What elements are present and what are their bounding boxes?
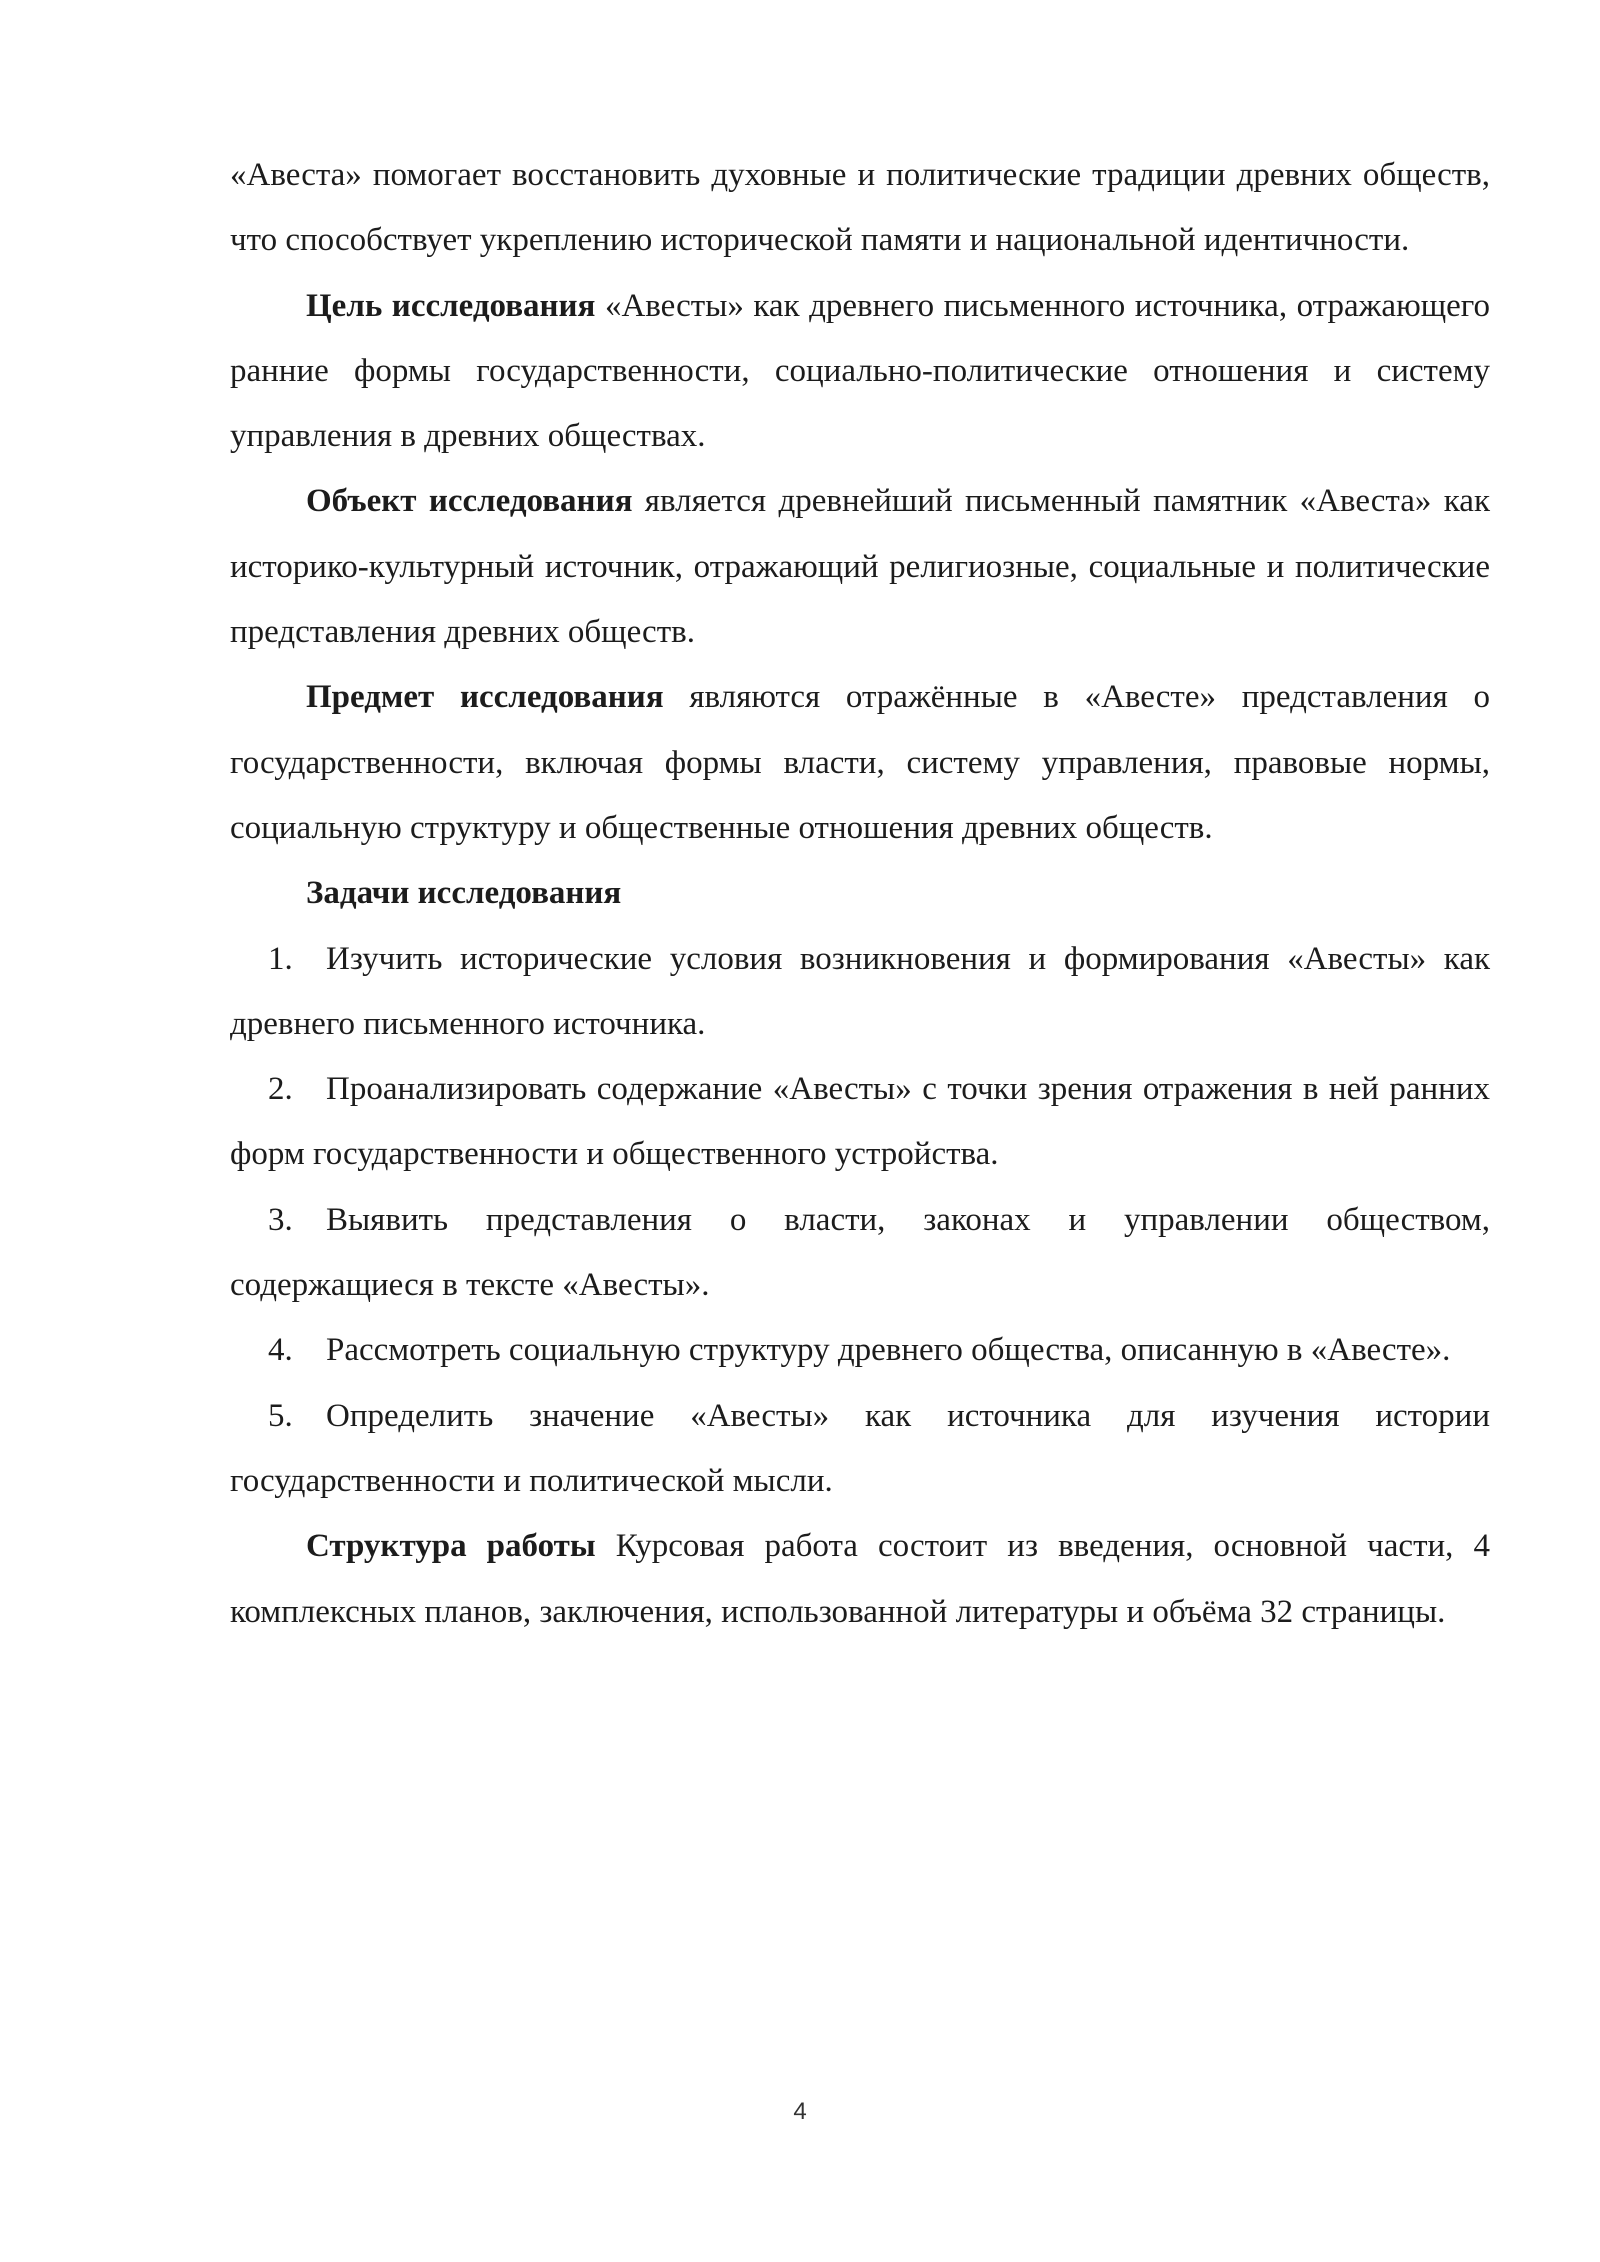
task-item-3 xyxy=(230,1188,1490,1319)
task-number: 2. xyxy=(268,1071,293,1108)
structure-label: Структура работы xyxy=(306,1528,596,1565)
page-content xyxy=(230,143,1490,1645)
task-item-2 xyxy=(230,1057,1490,1188)
task-text: Изучить исторические условия возникновения и формирования «Авесты» как древнего письменного источника. xyxy=(230,940,1490,1042)
structure-paragraph xyxy=(230,1514,1490,1645)
task-text: Рассмотреть социальную структуру древнего общества, описанную в «Авесте». xyxy=(326,1332,1451,1369)
page-number: 4 xyxy=(793,2098,807,2125)
goal-paragraph xyxy=(230,274,1490,470)
task-item-4 xyxy=(230,1318,1490,1383)
goal-text: «Авесты» как древнего письменного источника, отражающего ранние формы государственности, социально-политические отношения и систему управления в древних обществах. xyxy=(230,287,1490,455)
object-label: Объект исследования xyxy=(306,483,633,520)
subject-label: Предмет исследования xyxy=(306,679,664,716)
task-text: Выявить представления о власти, законах и управлении обществом, содержащиеся в тексте «Авесты». xyxy=(230,1201,1490,1304)
intro-paragraph: «Авеста» помогает восстановить духовные и политические традиции древних обществ, что способствует укреплению исторической памяти и национальной идентичности. xyxy=(230,157,1490,259)
task-number: 4. xyxy=(268,1332,293,1369)
task-item-5 xyxy=(230,1384,1490,1515)
subject-paragraph xyxy=(230,665,1490,861)
task-number: 1. xyxy=(268,940,293,977)
structure-text: Курсовая работа состоит из введения, основной части, 4 комплексных планов, заключения, использованной литературы и объёма 32 страницы. xyxy=(230,1528,1490,1630)
object-text: является древнейший письменный памятник «Авеста» как историко-культурный источник, отражающий религиозные, социальные и политические представления древних обществ. xyxy=(230,483,1490,651)
task-item-1 xyxy=(230,927,1490,1058)
task-text: Проанализировать содержание «Авесты» с точки зрения отражения в ней ранних форм государственности и общественного устройства. xyxy=(230,1071,1490,1173)
subject-text: являются отражённые в «Авесте» представления о государственности, включая формы власти, систему управления, правовые нормы, социальную структуру и общественные отношения древних обществ. xyxy=(230,679,1490,846)
tasks-heading: Задачи исследования xyxy=(306,875,622,912)
goal-label: Цель исследования xyxy=(306,287,596,324)
task-text: Определить значение «Авесты» как источника для изучения истории государственности и политической мысли. xyxy=(230,1397,1490,1499)
object-paragraph xyxy=(230,469,1490,665)
task-number: 5. xyxy=(268,1397,293,1434)
task-number: 3. xyxy=(268,1201,293,1238)
